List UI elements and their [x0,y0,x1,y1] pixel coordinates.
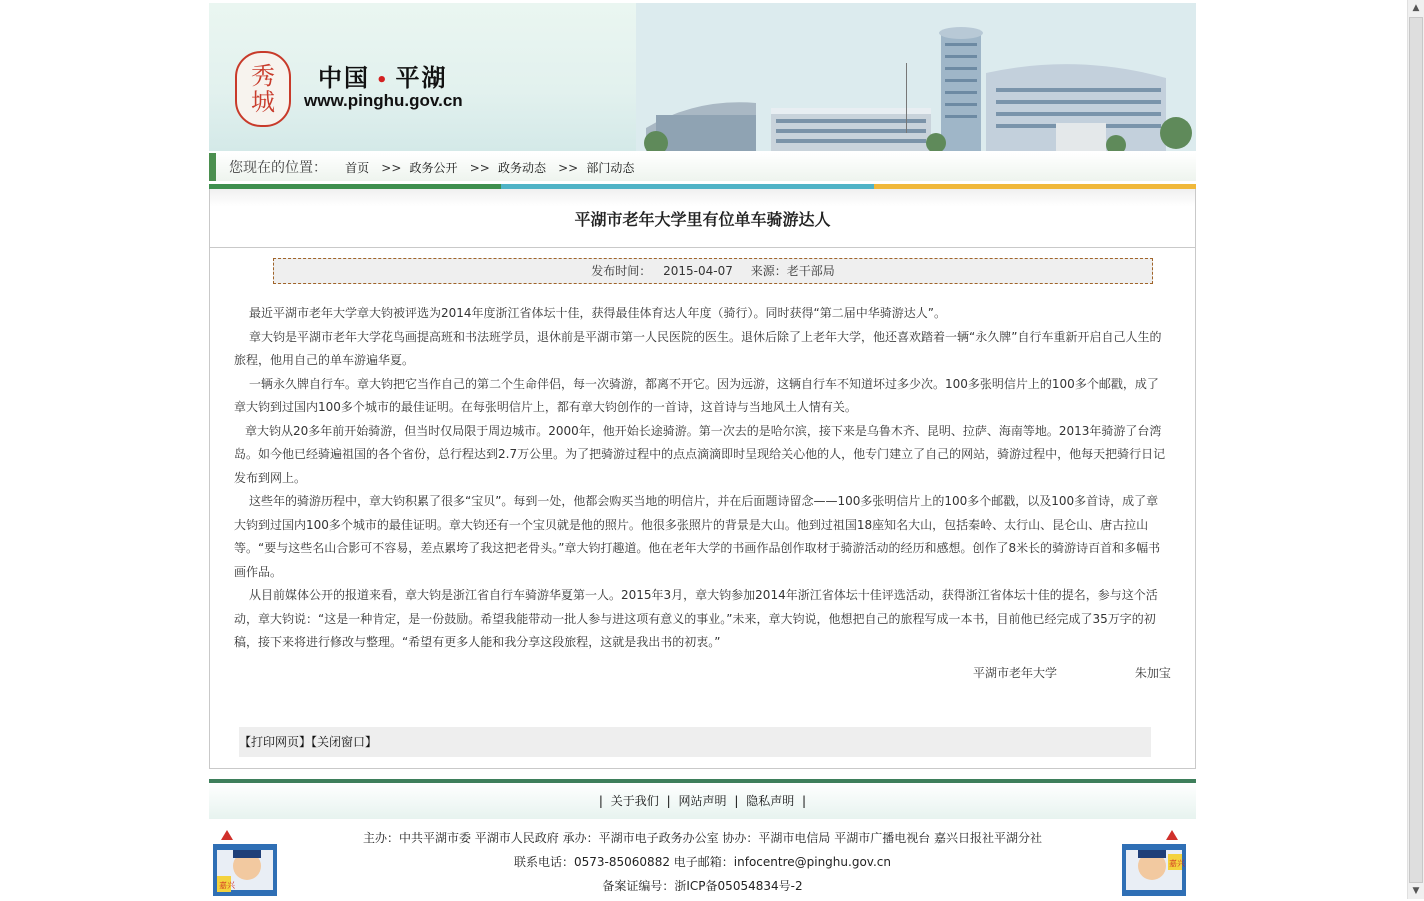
scroll-thumb[interactable] [1409,17,1423,883]
footer-links [209,783,1196,819]
article-paragraph: 从目前媒体公开的报道来看，章大钧是浙江省自行车骑游华夏第一人。2015年3月，章大钧参加2014年浙江省体坛十佳评选活动，获得浙江省体坛十佳的提名，参与这个活动，章大钧说：“这是一种肯定，是一份鼓励。希望我能带动一批人参与进这项有意义的事业。”未来，章大钧说，他想把自己的旅程写成一本书，目前他已经完成了35万字的初稿，接下来将进行修改与整理。“希望有更多人能和我分享这段旅程，这就是我出书的初衷。” [234,588,1158,649]
article-paragraph: 章大钧是平湖市老年大学花鸟画提高班和书法班学员，退休前是平湖市第一人民医院的医生。退休后除了上老年大学，他还喜欢踏着一辆“永久牌”自行车重新开启自己人生的旅程，他用自己的单车游遍华夏。 [234,329,1162,367]
banner-photo [636,3,1196,151]
article-paragraph: 最近平湖市老年大学章大钧被评选为2014年度浙江省体坛十佳，获得最佳体育达人年度（骑行）。同时获得“第二届中华骑游达人”。 [249,306,946,320]
scroll-up-icon[interactable]: ▲ [1408,0,1424,16]
breadcrumb-separator: >> [558,161,579,175]
breadcrumb-separator: >> [469,161,490,175]
breadcrumb-gov-news-link[interactable]: 政务动态 [497,161,546,175]
site-name-right: 平湖 [395,64,448,92]
about-us-link[interactable]: 关于我们 [610,794,659,808]
meta-source: 老干部局 [786,264,835,278]
site-name [318,58,448,93]
site-name-left: 中国 [318,64,370,92]
footer-info [209,826,1196,898]
article-panel [209,189,1196,769]
article-signature [973,664,1171,681]
header-banner [209,3,1196,151]
police-badge-left-icon[interactable] [209,826,281,898]
scroll-down-icon[interactable]: ▼ [1408,883,1424,899]
breadcrumb [209,153,1196,181]
article-paragraph: 章大钧从20多年前开始骑游，但当时仅局限于周边城市。2000年，他开始长途骑游。第一次去的是哈尔滨，接下来是乌鲁木齐、昆明、拉萨、海南等地。2013年骑游了台湾岛。如今他已经骑遍祖国的各个省份，总行程达到2.7万公里。为了把骑游过程中的点点滴滴即时呈现给关心他的人，他专门建立了自己的网站，骑游过程中，他每天把骑行日记发布到网上。 [234,423,1166,485]
footer-pipe: | [734,794,739,808]
breadcrumb-home-link[interactable]: 首页 [345,161,370,175]
site-statement-link[interactable]: 网站声明 [678,794,727,808]
article-meta [273,258,1153,284]
article-title-box [210,189,1195,248]
privacy-statement-link[interactable]: 隐私声明 [746,794,795,808]
meta-source-label: 来源： [750,264,787,278]
site-name-dot: • [376,70,390,91]
article-body [234,302,1170,655]
signature-org: 平湖市老年大学 [973,666,1058,680]
breadcrumb-label: 您现在的位置： [229,160,327,176]
breadcrumb-gov-affairs-link[interactable]: 政务公开 [409,161,458,175]
footer-contact: 联系电话：0573-85060882 电子邮箱：infocentre@pinghu.gov.cn [514,855,891,869]
site-url: www.pinghu.gov.cn [304,91,463,110]
police-badge-text: 嘉兴 [1169,859,1185,868]
footer-pipe: | [802,794,807,808]
city-seal-logo [235,51,291,127]
vertical-scrollbar[interactable] [1407,0,1424,899]
signature-author: 朱加宝 [1134,666,1171,680]
footer-pipe: | [598,794,603,808]
breadcrumb-dept-news-link[interactable]: 部门动态 [586,161,635,175]
footer-icp: 备案证编号：浙ICP备05054834号-2 [602,879,803,893]
seal-char-1: 秀 [251,62,275,90]
breadcrumb-separator: >> [381,161,402,175]
meta-date-label: 发布时间： [591,264,652,278]
meta-date: 2015-04-07 [663,264,733,278]
close-window-button[interactable]: 【关闭窗口】 [311,735,378,749]
print-page-button[interactable]: 【打印网页】 [239,735,312,749]
footer-pipe: | [666,794,671,808]
article-title: 平湖市老年大学里有位单车骑游达人 [574,210,831,229]
article-paragraph: 这些年的骑游历程中，章大钧积累了很多“宝贝”。每到一处，他都会购买当地的明信片，并在后面题诗留念——100多张明信片上的100多个邮戳，以及100多首诗，成了章大钧到过国内100多个城市的最佳证明。章大钧还有一个宝贝就是他的照片。他很多张照片的背景是大山。他到过祖国18座知名大山，包括秦岭、太行山、昆仑山、唐古拉山等。“要与这些名山合影可不容易，差点累垮了我这把老骨头。”章大钧打趣道。他在老年大学的书画作品创作取材于骑游活动的经历和感想。创作了8米长的骑游诗百首和多幅书画作品。 [234,494,1161,579]
police-badge-text: 嘉兴 [219,881,235,890]
police-badge-right-icon[interactable] [1118,826,1190,898]
footer-sponsors: 主办：中共平湖市委 平湖市人民政府 承办：平湖市电子政务办公室 协办：平湖市电信局 平湖市广播电视台 嘉兴日报社平湖分社 [362,831,1043,845]
buildings-illustration [636,3,1196,151]
article-paragraph: 一辆永久牌自行车。章大钧把它当作自己的第二个生命伴侣，每一次骑游，都离不开它。因为远游，这辆自行车不知道坏过多少次。100多张明信片上的100多个邮戳，成了章大钧到过国内100多个城市的最佳证明。在每张明信片上，都有章大钧创作的一首诗，这首诗与当地风土人情有关。 [234,376,1159,414]
seal-char-2: 城 [251,88,275,116]
article-toolbar [239,727,1151,757]
